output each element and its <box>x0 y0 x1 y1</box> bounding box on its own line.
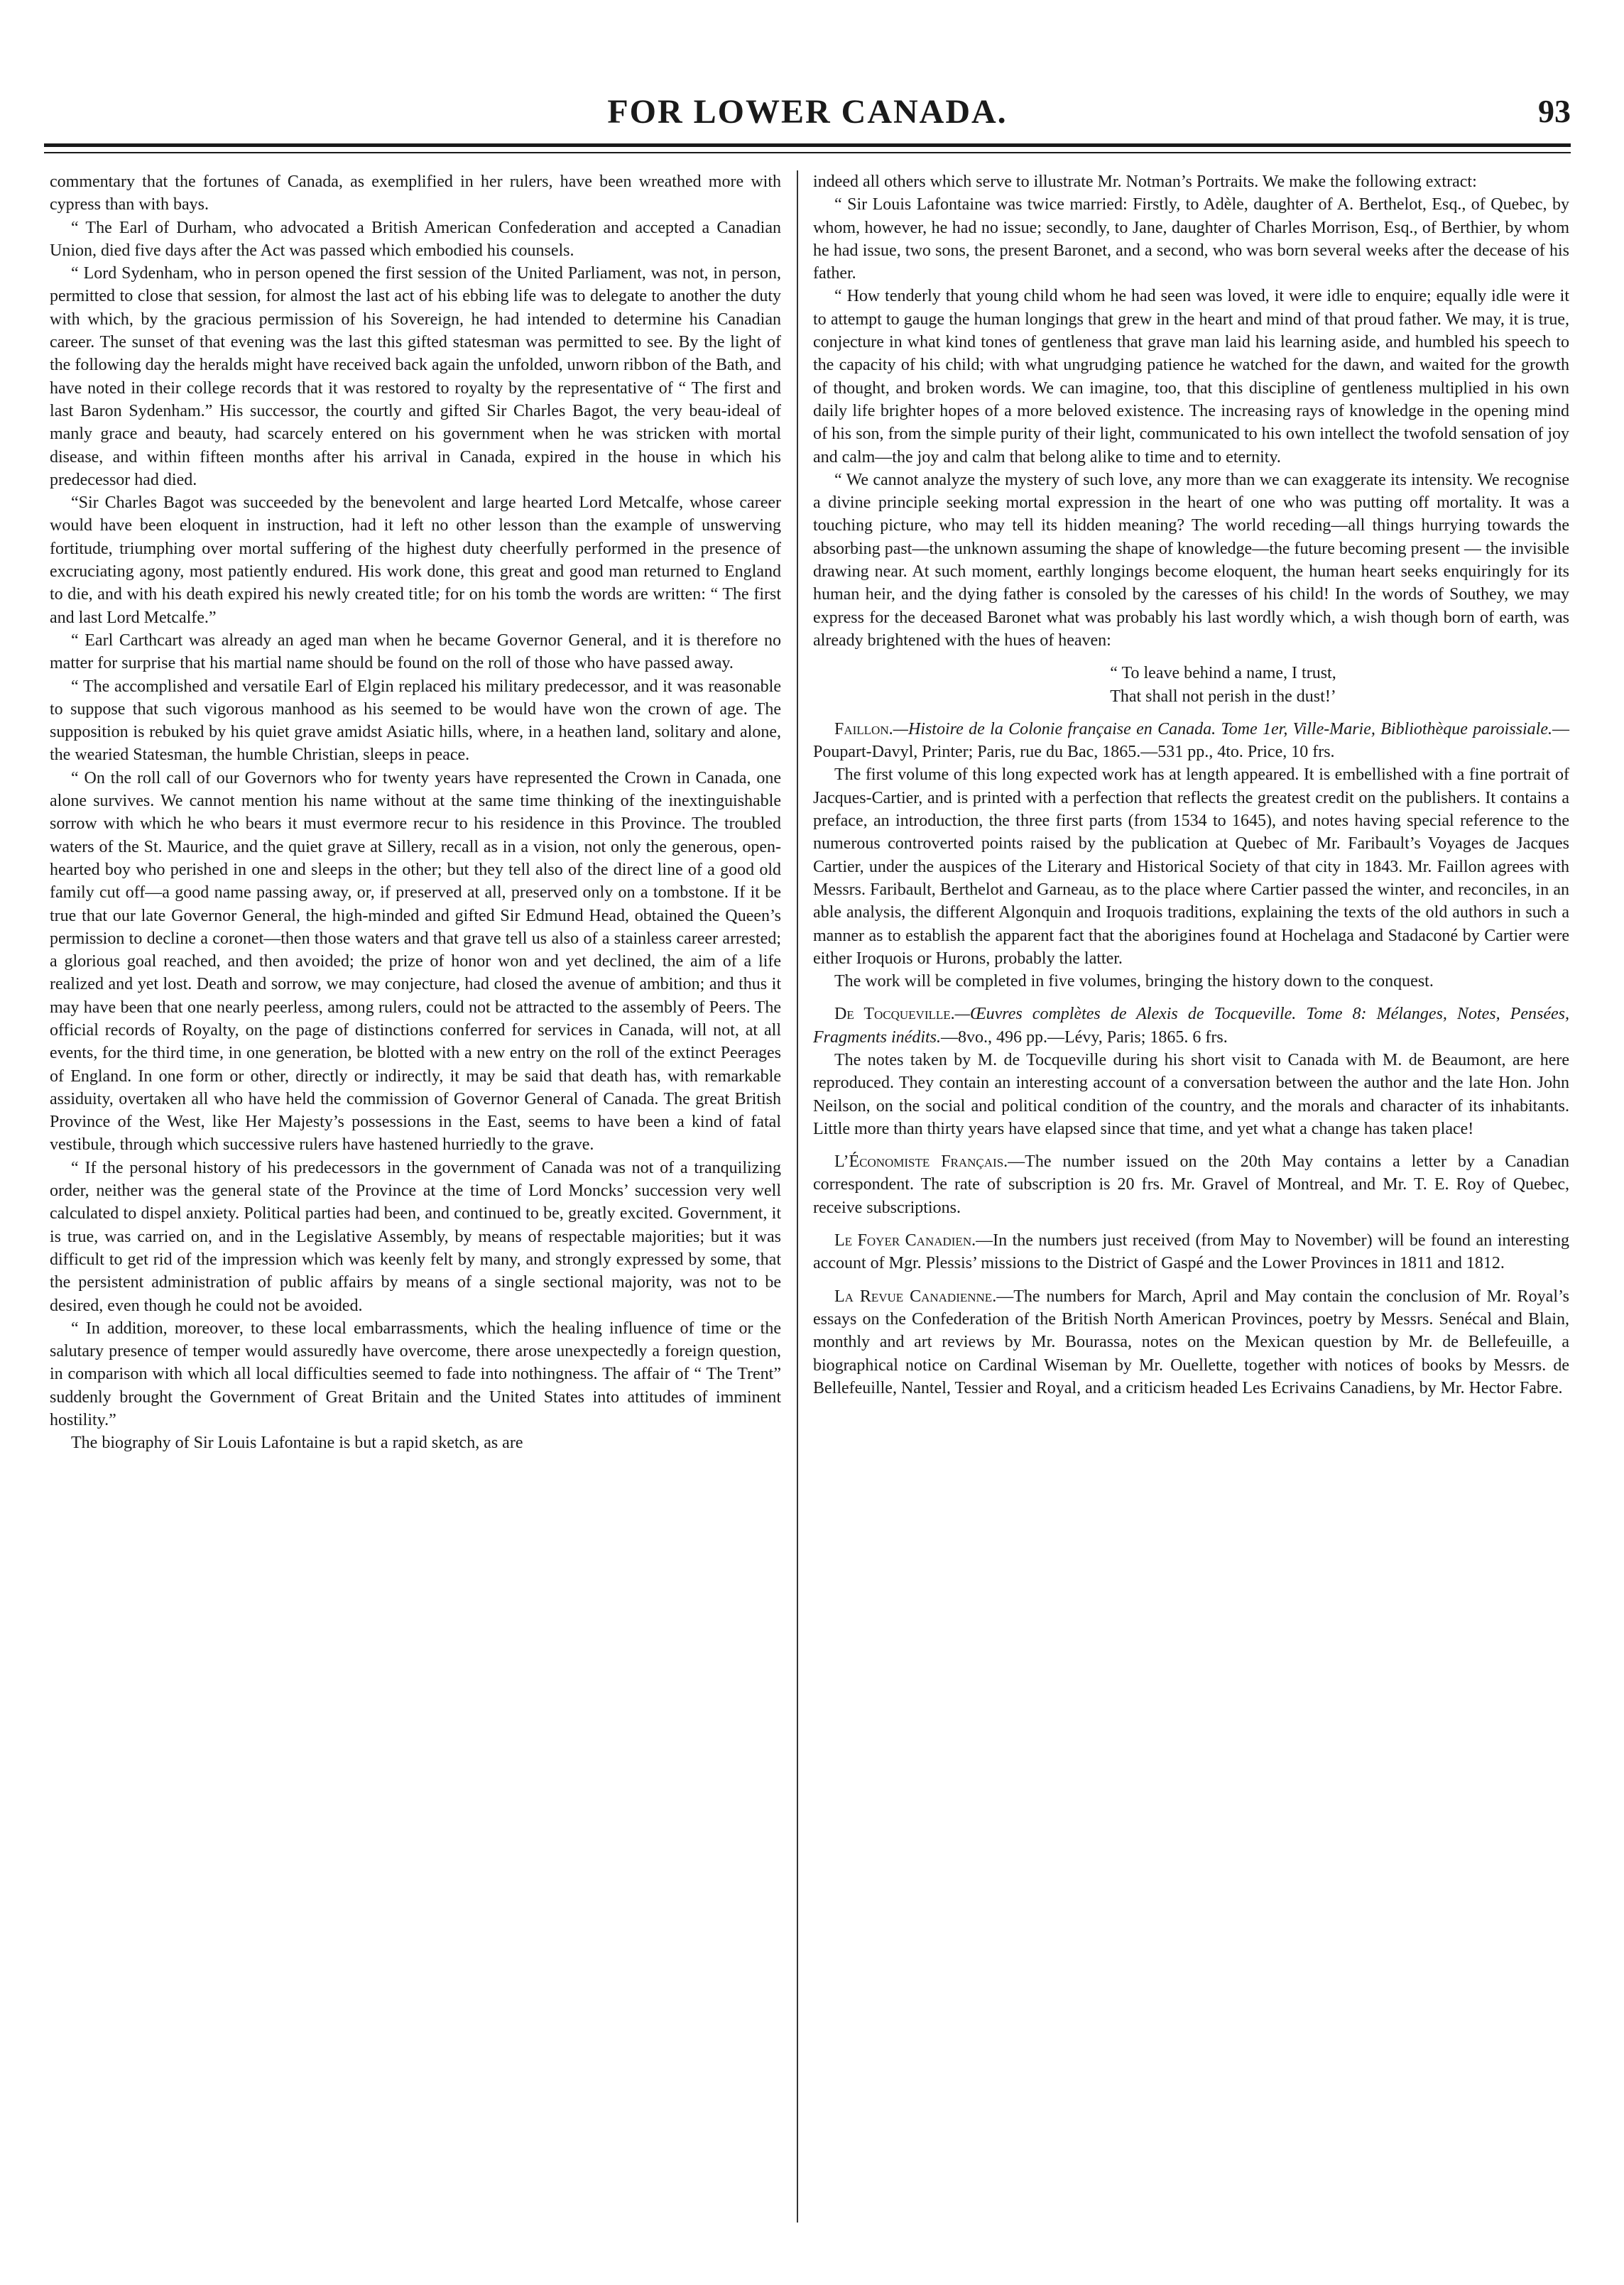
body-paragraph: “ In addition, moreover, to these local embarrassments, which the healing influence of time or the salutary presence of temper would assuredly have overcome, there arose unexpectedly a foreign question, in comparison with which all local difficulties seemed to fade into nothingness. The affair of “ The Trent” suddenly brought the Government of Great Britain and the United States into attitudes of imminent hostility.” <box>50 1319 781 1430</box>
body-paragraph: “ The Earl of Durham, who advocated a British American Confederation and accepted a Canadian Union, died five days after the Act was passed which embodied his counsels. <box>50 218 781 260</box>
page-number: 93 <box>1538 93 1571 129</box>
body-paragraph: indeed all others which serve to illustrate Mr. Notman’s Portraits. We make the following extract: <box>813 173 1477 191</box>
body-paragraph: “ If the personal history of his predecessors in the government of Canada was not of a tranquilizing order, neither was the general state of the Province at the time of Lord Moncks’ succession very well calculated to dispel anxiety. Political parties had been, and continued to be, greatly excited. Government, it is true, was carried on, and in the Legislative Assembly, by means of respectable majorities; but it was difficult to get rid of the impression which was keenly felt by many, and strongly expressed by some, that the persistent administration of public affairs by means of a single sectional majority, was not to be desired, even though he could not be avoided. <box>50 1158 781 1315</box>
body-paragraph: “Sir Charles Bagot was succeeded by the benevolent and large hearted Lord Metcalfe, whose career would have been eloquent in instruction, had it left no other lesson than the example of unswerving fortitude, triumphing over mortal suffering of the highest duty cheerfully performed in the presence of excruciating agony, most patiently endured. His work done, this great and good man returned to England to die, and with his death expired his newly created title; for on his tomb the words are written: “ The first and last Lord Metcalfe.” <box>50 493 781 627</box>
column-divider <box>797 170 798 2223</box>
review-title: —Œuvres complètes de Alexis de Tocqueville. Tome 8: Mélanges, Notes, Pensées, Fragments inédits. <box>813 1005 1569 1047</box>
body-paragraph: “ On the roll call of our Governors who for twenty years have represented the Crown in Canada, one alone survives. We cannot mention his name without at the same time thinking of the inextinguishable sorrow with which he who bears it must evermore recur to his residence in this Province. The troubled waters of the St. Maurice, and the quiet grave at Sillery, recall as in a vision, not only the generous, open-hearted boy who perished in one and sleeps in the other; but they tell also of the direct line of a good old family cut off—a good name passing away, or, if preserved at all, preserved only on a tombstone. If it be true that our late Governor General, the high-minded and gifted Sir Edmund Head, obtained the Queen’s permission to decline a coronet—then those waters and that grave tell us also of a stainless career arrested; a glorious goal reached, and then avoided; the prize of honor won and yet declined, the aim of a life realized and yet lost. Death and sorrow, we may conjecture, had closed the avenue of ambition; and thus it may have been that one nearly peerless, among rulers, could not be attracted to the assembly of Peers. The official records of Royalty, on the page of distinctions conferred for services in Canada, will not, at all events, for the third time, in one generation, be blotted with a new entry on the roll of the extinct Peerages of England. In one form or other, directly or indirectly, it may be said that death has, with remarkable assiduity, overtaken all who have held the commission of Governor General of Canada. The great British Province of the West, like Her Majesty’s possessions in the East, seems to have been a kind of fatal vestibule, through which successive rulers have hastened hurriedly to the grave. <box>50 768 781 1155</box>
body-paragraph: “ Lord Sydenham, who in person opened the first session of the United Parliament, was not, in person, permitted to close that session, for almost the last act of his ebbing life was to delegate to another the duty with which, by the gracious permission of his Sovereign, he had intended to determine his Canadian career. The sunset of that evening was the last this gifted statesman was permitted to see. By the light of the following day the heralds might have received back again the unfolded, unworn ribbon of the Bath, and have noted in their college records that it was restored to royalty by the representative of “ The first and last Baron Sydenham.” His successor, the courtly and gifted Sir Charles Bagot, the very beau-ideal of manly grace and beauty, had scarcely entered on his government when he was stricken with mortal disease, and within fifteen months after his arrival in Canada, expired in the house in which his predecessor had died. <box>50 264 781 489</box>
review-author: Faillon. <box>834 719 893 738</box>
review-faillon <box>813 718 1569 993</box>
body-paragraph: “ Earl Carthcart was already an aged man when he became Governor General, and it is therefore no matter for surprise that his martial name should be found on the roll of those who have passed away. <box>50 631 781 673</box>
body-paragraph: “ Sir Louis Lafontaine was twice married: Firstly, to Adèle, daughter of A. Berthelot, Esq., of Quebec, by whom, however, he had no issue; secondly, to Jane, daughter of Charles Morrison, Esq., of Berthier, by whom he had issue, two sons, the present Baronet, and a second, who was born several weeks after the decease of his father. <box>813 195 1569 283</box>
review-economiste <box>813 1150 1569 1219</box>
left-column <box>50 170 781 1455</box>
body-paragraph: “ We cannot analyze the mystery of such love, any more than we can exaggerate its intensity. We recognise a divine principle seeking mortal expression in the heart of one who was putting off mortality. It was a touching picture, who may tell its hidden meaning? The world receding—all things hurrying towards the absorbing past—the unknown assuming the shape of knowledge—the future becoming present — the invisible drawing near. At such moment, earthly longings become eloquent, the human heart seeks enquiringly for its human heir, and the dying father is consoled by the caresses of his child! In the words of Southey, we may express for the deceased Baronet what was probably his last wordly which, a wish though born of earth, was already brightened with the hues of heaven: <box>813 470 1569 650</box>
review-paragraph: The notes taken by M. de Tocqueville during his short visit to Canada with M. de Beaumont, are here reproduced. They contain an interesting account of a conversation between the author and the late Hon. John Neilson, on the social and political condition of the country, and the morals and character of its inhabitants. Little more than thirty years have elapsed since that time, and yet what a change has taken place! <box>813 1050 1569 1138</box>
running-title: FOR LOWER CANADA. <box>607 93 1008 131</box>
review-revue-canadienne <box>813 1285 1569 1400</box>
review-body: —In the numbers just received (from May to November) will be found an interesting account of Mgr. Plessis’ missions to the District of Gaspé and the Lower Provinces in 1811 and 1812. <box>813 1231 1570 1273</box>
review-tocqueville <box>813 1003 1569 1140</box>
review-body: —The numbers for March, April and May contain the conclusion of Mr. Royal’s essays on the Confederation of the British North American Provinces, poetry by Messrs. Senécal and Blain, monthly and art reviews by Mr. Bourassa, notes on the Mexican question by Mr. de Bellefeuille, a biographical notice on Cardinal Wiseman by Mr. Ouellette, together with notices of books by Messrs. de Bellefeuille, Nantel, Tessier and Royal, and a criticism headed Les Ecrivains Canadiens, by Mr. Hector Fabre. <box>813 1287 1570 1397</box>
review-author: L’Économiste Français. <box>834 1152 1008 1172</box>
review-title: —Histoire de la Colonie française en Canada. Tome 1er, Ville-Marie, Bibliothèque paroissiale. <box>893 719 1552 738</box>
review-paragraph: The first volume of this long expected work has at length appeared. It is embellished with a fine portrait of Jacques-Cartier, and is printed with a perfection that reflects the greatest credit on the publishers. It contains a preface, an introduction, the three first parts (from 1534 to 1645), and notes having special reference to the numerous controverted points raised by the publication at Quebec of Mr. Faribault’s Voyages de Jacques Cartier, under the auspices of the Literary and Historical Society of that city in 1843. Mr. Faillon agrees with Messrs. Faribault, Berthelot and Garneau, as to the place where Cartier passed the winter, and reconciles, in an able analysis, the different Algonquin and Iroquois traditions, explaining the texts of the old authors in such a manner as to establish the apparent fact that the aborigines found at Hochelaga and Stadaconé by Cartier were either Iroquois or Hurons, probably the latter. <box>813 765 1569 968</box>
page-header <box>44 92 1571 142</box>
header-rule-thin <box>44 152 1571 153</box>
verse-line: “ To leave behind a name, I trust, <box>1110 664 1336 683</box>
review-author: La Revue Canadienne. <box>834 1287 997 1306</box>
body-paragraph: “ How tenderly that young child whom he had seen was loved, it were idle to enquire; equally idle were it to attempt to gauge the human longings that grew in the heart and mind of that proud father. We may, it is true, conjecture in what kind tones of gentleness that grave man laid his learning aside, and humbled his speech to the capacity of his child; with what ungrudging patience he watched for the dawn, and waited for the growth of thought, and broken words. We can imagine, too, that this discipline of gentleness multiplied in his own daily life brighter hopes of a more beloved existence. The increasing rays of knowledge in the opening mind of his son, from the simple purity of their light, communicated to his own intellect the twofold sensation of joy and calm—the joy and calm that belong alike to time and to eternity. <box>813 287 1569 467</box>
review-body: —The number issued on the 20th May contains a letter by a Canadian correspondent. The rate of subscription is 20 frs. Mr. Gravel of Montreal, and Mr. T. E. Roy of Quebec, receive subscriptions. <box>813 1152 1569 1217</box>
review-author: De Tocqueville. <box>834 1005 955 1024</box>
body-paragraph: “ The accomplished and versatile Earl of Elgin replaced his military predecessor, and it was reasonable to suppose that such vigorous manhood as his seemed to be would have won the crown of age. The supposition is rebuked by his quiet grave amidst Asiatic hills, where, in a heathen land, solitary and alone, the wearied Statesman, the humble Christian, sleeps in peace. <box>50 677 781 765</box>
body-paragraph: commentary that the fortunes of Canada, as exemplified in her rulers, have been wreathed more with cypress than with bays. <box>50 173 781 214</box>
verse-line: That shall not perish in the dust!’ <box>1110 687 1336 706</box>
review-publication: —Poupart-Davyl, Printer; Paris, rue du Bac, 1865.—531 pp., 4to. Price, 10 frs. <box>813 719 1569 762</box>
right-column <box>813 170 1569 1400</box>
review-paragraph: The work will be completed in five volumes, bringing the history down to the conquest. <box>834 972 1434 991</box>
body-paragraph: The biography of Sir Louis Lafontaine is but a rapid sketch, as are <box>71 1434 523 1453</box>
review-publication: —8vo., 496 pp.—Lévy, Paris; 1865. 6 frs. <box>941 1027 1228 1047</box>
review-author: Le Foyer Canadien. <box>834 1231 976 1250</box>
header-rule-thick <box>44 143 1571 147</box>
review-foyer-canadien <box>813 1229 1569 1275</box>
